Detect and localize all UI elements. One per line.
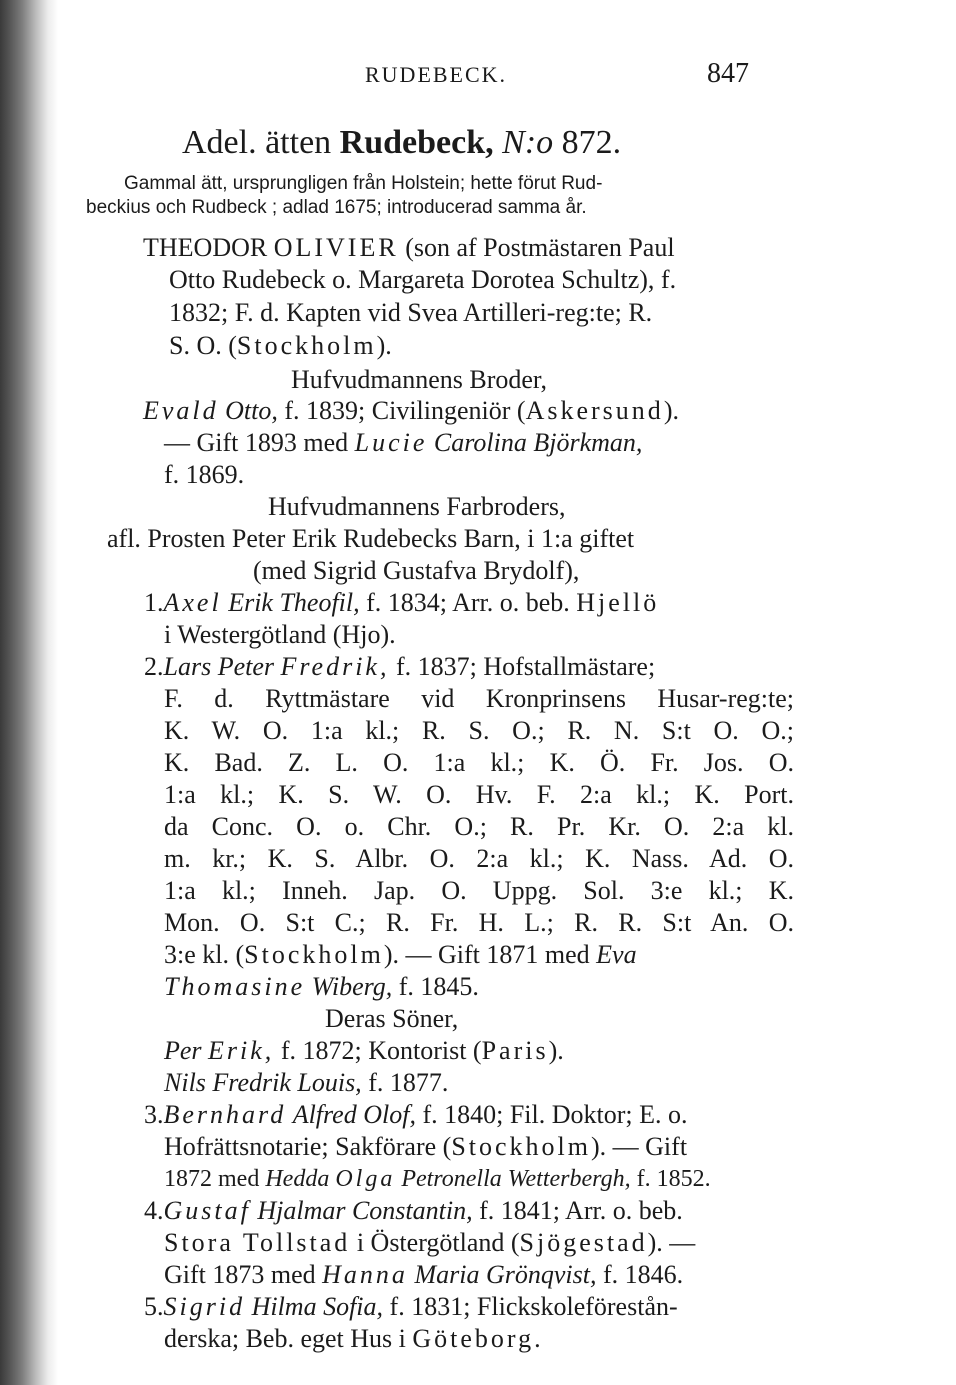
child-number: 1.	[144, 588, 164, 617]
head-name: THEODOR	[143, 233, 268, 262]
residence: Stockholm	[236, 331, 377, 360]
child-2-line-9: Mon. O. S:t C.; R. Fr. H. L.; R. R. S:t An. O.	[164, 908, 794, 937]
child-2-line-4: K. Bad. Z. L. O. 1:a kl.; K. Ö. Fr. Jos. O.	[164, 748, 794, 777]
book-spine-shadow	[0, 0, 58, 1385]
son-2: Nils Fredrik Louis, f. 1877.	[164, 1068, 449, 1097]
brother-heading: Hufvudmannens Broder,	[291, 365, 548, 394]
child-number: 2.	[144, 652, 164, 681]
child-4-line-2: Stora Tollstad i Östergötland (Sjögestad). —	[164, 1228, 696, 1257]
child-2-line-7: m. kr.; K. S. Albr. O. 2:a kl.; K. Nass. Ad. O.	[164, 844, 794, 873]
son-1: Per Erik, f. 1872; Kontorist (Paris).	[164, 1036, 564, 1065]
uncle-line-1: afl. Prosten Peter Erik Rudebecks Barn, i 1:a giftet	[107, 524, 635, 553]
main-entry-line-2: Otto Rudebeck o. Margareta Dorotea Schultz), f.	[169, 265, 677, 294]
child-4-line-1: 4.Gustaf Hjalmar Constantin, f. 1841; Arr. o. beb.	[144, 1196, 683, 1225]
main-entry-line-3: 1832; F. d. Kapten vid Svea Artilleri-reg:te; R.	[169, 298, 653, 327]
child-number: 3.	[144, 1100, 164, 1129]
uncle-heading: Hufvudmannens Farbroders,	[268, 492, 566, 521]
child-3-line-2: Hofrättsnotarie; Sakförare (Stockholm). — Gift	[164, 1132, 688, 1161]
brother-line-3: f. 1869.	[164, 460, 245, 489]
main-entry-line-1: THEODOR OLIVIER (son af Postmästaren Paul	[143, 233, 675, 262]
child-number: 5.	[144, 1292, 164, 1321]
child-2-line-11: Thomasine Wiberg, f. 1845.	[164, 972, 479, 1001]
child-5-line-2: derska; Beb. eget Hus i Göteborg.	[164, 1324, 541, 1353]
intro-line-2: beckius och Rudbeck ; adlad 1675; introducerad samma år.	[86, 197, 587, 218]
number-label: N:o	[502, 124, 554, 161]
intro-line-1: Gammal ätt, ursprungligen från Holstein; hette förut Rud-	[124, 173, 603, 194]
family-name: Rudebeck,	[339, 124, 494, 161]
child-2-line-5: 1:a kl.; K. S. W. O. Hv. F. 2:a kl.; K. Port.	[164, 780, 794, 809]
child-2-line-6: da Conc. O. o. Chr. O.; R. Pr. Kr. O. 2:a kl.	[164, 812, 794, 841]
page-number: 847	[707, 58, 749, 89]
uncle-line-2: (med Sigrid Gustafva Brydolf),	[253, 556, 580, 585]
child-2-line-10: 3:e kl. (Stockholm). — Gift 1871 med Eva	[164, 940, 637, 969]
main-entry-line-4: S. O. (Stockholm).	[169, 331, 392, 360]
page-header	[0, 58, 956, 98]
sons-heading: Deras Söner,	[325, 1004, 459, 1033]
child-2-line-1: 2.Lars Peter Fredrik, f. 1837; Hofstallmästare;	[144, 652, 656, 681]
child-2-line-3: K. W. O. 1:a kl.; R. S. O.; R. N. S:t O. O.;	[164, 716, 794, 745]
title-prefix: Adel. ätten	[182, 124, 332, 161]
child-3-line-3: 1872 med Hedda Olga Petronella Wetterbergh, f. 1852.	[164, 1166, 711, 1192]
child-4-line-3: Gift 1873 med Hanna Maria Grönqvist, f. 1846.	[164, 1260, 684, 1289]
brother-line-1: Evald Otto, f. 1839; Civilingeniör (Askersund).	[143, 396, 679, 425]
running-title: RUDEBECK.	[365, 62, 508, 87]
child-2-line-8: 1:a kl.; Inneh. Jap. O. Uppg. Sol. 3:e kl.; K.	[164, 876, 794, 905]
brother-line-2: — Gift 1893 med Lucie Carolina Björkman,	[164, 428, 643, 457]
family-number: 872.	[561, 124, 622, 161]
child-number: 4.	[144, 1196, 164, 1225]
family-title	[182, 122, 621, 164]
head-name-spaced: OLIVIER	[273, 233, 399, 262]
child-5-line-1: 5.Sigrid Hilma Sofia, f. 1831; Flickskoleförestån-	[144, 1292, 678, 1321]
child-1-line-2: i Westergötland (Hjo).	[164, 620, 396, 649]
child-3-line-1: 3.Bernhard Alfred Olof, f. 1840; Fil. Doktor; E. o.	[144, 1100, 688, 1129]
child-2-line-2: F. d. Ryttmästare vid Kronprinsens Husar-reg:te;	[164, 684, 794, 713]
child-1-line-1: 1.Axel Erik Theofil, f. 1834; Arr. o. beb. Hjellö	[144, 588, 660, 617]
